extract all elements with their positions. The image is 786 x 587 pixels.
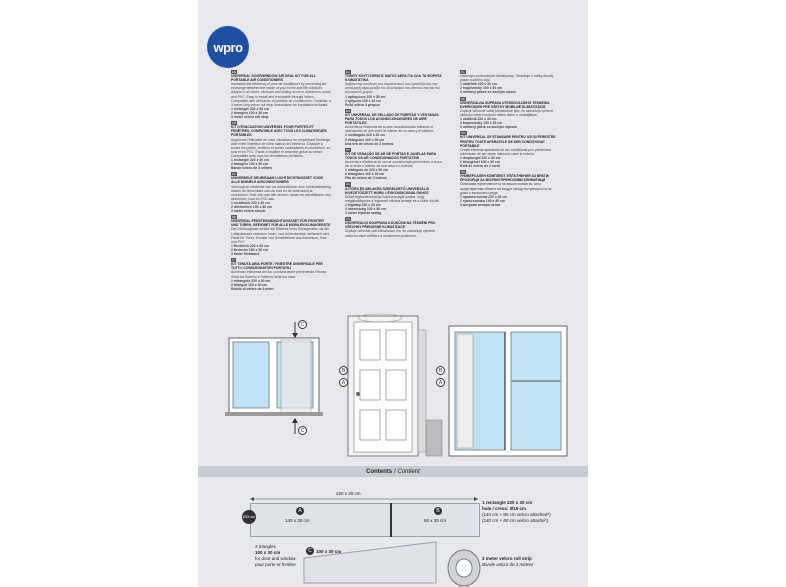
velcro-divider bbox=[390, 503, 392, 537]
section-title: UNIVERSAL DOOR/WINDOW AIR SEAL KIT FOR ALL PORTABLE AIR CONDITIONERS bbox=[231, 74, 316, 83]
velcro-roll bbox=[444, 544, 484, 587]
section-title: KIT UNIVERSAL DE SELLADO DE PUERTAS Y VENTANAS PARA TODOS LOS ACONDICIONADORES DE AIRE PORTÁTILES bbox=[345, 112, 439, 126]
language-tag: PL bbox=[461, 70, 465, 74]
section-title: UNIVERSELE DEUR/RAAM LUCHTDICHTINGSSET VOOR ALLE MOBIELE AIRCONDITIONERS bbox=[231, 176, 323, 185]
contents-item: 1 Rechteck 220 x 30 cm bbox=[231, 243, 269, 248]
section-body: Повишава ефективността на вашия климатик, като предотвратява обмена на въздух между вътрешността на дома и външната среда. bbox=[460, 182, 552, 195]
contents-item: 3 méter tépőzár szalag bbox=[345, 211, 382, 216]
section-title: KIT TENUTA ARIA PORTE / FINESTRE UNIVERSALE PER TUTTI I CONDIZIONATORI PORTATILI bbox=[231, 262, 323, 271]
contents-item: 1 retângulo de 220 x 30 cm bbox=[345, 168, 389, 173]
section-body: Zvyšuje účinnost vaší klimatizace tím, že zabraňuje výměně vzduchu mezi vnitřkem a venkovním prostorem. bbox=[345, 229, 435, 238]
language-tag: EL bbox=[346, 70, 350, 74]
contents-item: 2 triunghiuri 100 x 30 cm bbox=[460, 159, 500, 164]
rect-dimension: 220 x 30 cm bbox=[336, 491, 361, 496]
language-tag: CS bbox=[346, 217, 351, 222]
instructions-column-3 bbox=[460, 70, 560, 209]
rect-dimension-line bbox=[248, 496, 480, 502]
section-title: UNIVERZÁLNÍ SOUPRAVA KOUKŮ/OKNA TĚSNĚNÍ PRO VŠECHNY PŘENOSNÉ KLIMATIZACE bbox=[345, 221, 436, 230]
section-title: KIT DE VEDAÇÃO DE AR DE PORTAS E JANELAS PARA TODOS OS AR CONDICIONADOS PORTÁTEIS bbox=[345, 151, 436, 160]
diagram-letter-b-slide: B bbox=[436, 366, 445, 375]
contents-item: 1 rectángulo 220 x 30 cm bbox=[345, 133, 386, 138]
instruction-section bbox=[231, 172, 331, 213]
wpro-logo: wpro bbox=[207, 26, 249, 68]
velcro-label-1: 3 meter velcro roll strip bbox=[482, 556, 532, 561]
contents-item: 1 правоъгълник 220 x 30 cm bbox=[460, 194, 508, 199]
section-title: KIT UNIVERSAL DE ETANȘARE PENTRU UȘI ȘI FERESTRE PENTRU TOATE APARATELE DE AER CONDIȚIONAT PORTABILE bbox=[460, 135, 556, 148]
language-tag: HU bbox=[346, 182, 351, 187]
triangles-label-2: 100 x 30 cm bbox=[255, 550, 281, 555]
letter-b-badge: B bbox=[434, 507, 442, 515]
language-tag: NL bbox=[232, 172, 236, 177]
section-body: Aumenta l'efficienza del tuo condizionatore prevenendo il flusso d'aria tra l'interno e l'esterno della tua casa. bbox=[231, 270, 327, 279]
contents-title: Contents bbox=[366, 468, 393, 475]
hole-badge: Ø15 cm bbox=[242, 510, 256, 524]
contents-item: 2 háromszög 100 x 30 cm bbox=[345, 207, 386, 211]
rect-description-1: 1 rectangle 220 x 30 cm bbox=[482, 500, 533, 505]
letter-c-badge: C bbox=[306, 547, 314, 555]
diagram-letter-a-slide: A bbox=[436, 378, 445, 387]
instruction-section bbox=[345, 182, 445, 215]
window-diagram bbox=[225, 318, 325, 438]
contents-item: Fita de velcro de 3 metros bbox=[345, 176, 387, 181]
instruction-section bbox=[231, 258, 331, 291]
triangle-dimension: 100 x 30 cm bbox=[316, 549, 342, 554]
section-title: ΤΣΙΜΟΥ ΚΟΥΤΙ ΣΦΡΑΓΙΣ ΜΑΤΟΣ ΑΕΡΑ ΓΙΑ ΟΛΑ ΤΑ ΦΟΡΗΤΑ ΚΛΙΜΑΤΙΣΤΙΚΑ bbox=[345, 74, 442, 83]
language-tag: BG bbox=[461, 170, 466, 175]
language-tag: PT bbox=[346, 147, 350, 152]
triangles-label-4: pour porte et fenêtre bbox=[255, 562, 296, 567]
contents-item: 1 téglalap 220 x 30 cm bbox=[345, 202, 381, 207]
contents-bar: Contents / Contient bbox=[198, 466, 588, 477]
rect-description-2: hole / creux: Ø15 cm bbox=[482, 506, 527, 511]
contents-item: Ρολό velcro 3 μέτρων bbox=[345, 102, 380, 107]
letter-a-badge: A bbox=[296, 507, 304, 515]
contents-item: 1 dreptunghi 220 x 30 cm bbox=[460, 155, 501, 160]
rect-description-4: (140 cm + 80 cm velcro attaché*) bbox=[482, 518, 549, 523]
contents-item: 2 trojúhelníky 100 x 30 cm bbox=[460, 86, 503, 91]
contents-item: 2 τρίγωνα 100 x 30 cm bbox=[345, 98, 382, 103]
contents-item: 1 rechthoek 220 x 30 cm bbox=[231, 200, 271, 205]
section-title: УНИВЕРСАЛЕН КОМПЛЕКТ УПЛЪТНЕНИЯ ЗА ВРАТИ/ПРОЗОРЦИ ЗА ВСИЧКИ ПРЕНОСИМИ КЛИМАТИЦИ bbox=[460, 174, 550, 183]
section-body: Aumenta a eficiência do seu ar condicionado prevenindo a troca de ar entre o interior da sua casa e o exterior. bbox=[345, 159, 442, 169]
section-body: Crește eficiența aparatului de aer condiționat prin prevenirea schimbului de aer dintre interiorul casei și exterior. bbox=[460, 147, 551, 156]
language-tag: ES bbox=[346, 108, 351, 113]
triangles-label-1: 2 triangles bbox=[255, 544, 276, 549]
contents-item: 2 триъгълника 100 x 30 cm bbox=[460, 198, 505, 203]
door-diagram bbox=[340, 310, 450, 460]
instruction-section bbox=[460, 97, 560, 130]
contents-item: 3 Meter Klettband bbox=[231, 252, 260, 257]
section-body: znacznym przenośnych klimatyzacji. Obsahuje 3 metry dlouhý pásek suchého zipu. bbox=[460, 74, 554, 83]
contents-item: 1 rettangolo 220 x 30 cm bbox=[231, 278, 271, 283]
contents-item: 3 meter velcro roll strip bbox=[231, 115, 269, 120]
instruction-section bbox=[345, 217, 445, 237]
contents-item: Una tira de velcro de 3 metros bbox=[345, 141, 394, 146]
rect-description-3: (140 cm + 80 cm velcro attached*) bbox=[482, 512, 551, 517]
sliding-door-diagram bbox=[447, 320, 577, 460]
contents-item: 1 rectangle 220 x 30 cm bbox=[231, 157, 269, 162]
language-tag: IT bbox=[232, 258, 235, 263]
section-title: UNIVERSAL-FENSTERABDICHTUNGSSET FÜR FENSTER UND TÜREN, GEEIGNET FÜR ALLE MOBILEN KLIMAGERÄTE bbox=[231, 219, 331, 228]
instruction-section bbox=[460, 170, 560, 207]
language-tag: RO bbox=[461, 131, 466, 136]
contents-item: Bande velcro de 3 mètres bbox=[231, 166, 273, 171]
instructions-column-1 bbox=[231, 70, 331, 293]
triangle-panel bbox=[300, 538, 440, 587]
contents-item: 3 metrový pásek se suchým zipem bbox=[460, 90, 516, 95]
contents-item: 1 rectangle 220 x 30 cm bbox=[231, 106, 269, 111]
instruction-section bbox=[345, 70, 445, 107]
instruction-section bbox=[345, 148, 445, 181]
triangles-label-3: for door and window bbox=[255, 556, 296, 561]
contents-subtitle: Contient bbox=[397, 468, 420, 475]
diagram-letter-c-bottom: C bbox=[298, 426, 307, 435]
segment-b-dim: 80 x 30 cm bbox=[424, 518, 447, 523]
instructions-column-2 bbox=[345, 70, 445, 240]
contents-item: 2 Dreiecke 100 x 30 cm bbox=[231, 247, 268, 252]
contents-item: Rotolo di velcro da 3 metri bbox=[231, 286, 274, 291]
section-body: Aumenta la eficiencia de su aire acondicionado evitando el intercambio de aire entre el interior de su casa y el exterior. bbox=[345, 125, 434, 134]
contents-item: 2 triángulos 100 x 30 cm bbox=[345, 137, 385, 142]
segment-a-dim: 140 x 30 cm bbox=[285, 518, 310, 523]
section-body: Zvyšuje účinnosť vašej klimatizácie tým, že zabraňuje výmene vzduchu medzi vnútrom vášho domu a vonkajškom. bbox=[460, 108, 554, 117]
contents-item: 1 ορθογώνιο 220 x 30 cm bbox=[345, 94, 386, 99]
contents-item: 1 obdĺžnik 220 x 30 cm bbox=[460, 117, 497, 122]
section-body: Verhoogt de efficiëntie van uw airconditioner door luchtuitwisseling tussen de binnenkant van uw huis en de buitenlucht te voorkomen. Past zich aan alle deuren, ramen en schuifdeuren van aluminium, hout en PVC aan. bbox=[231, 184, 331, 201]
instruction-section bbox=[345, 109, 445, 146]
contents-item: 1 obdélník 220 x 30 cm bbox=[460, 82, 497, 87]
contents-item: 2 triângulos 100 x 30 cm bbox=[345, 172, 385, 177]
instruction-section bbox=[460, 70, 560, 95]
diagram-letter-b-door: B bbox=[339, 366, 348, 375]
section-body: Növeli légkondicionálója hatékonyságát azáltal, hogy megakadályozza a légcserét otthona belseje és a kültér között. bbox=[345, 194, 440, 203]
instruction-section bbox=[231, 70, 331, 119]
diagram-letter-c-top: C bbox=[298, 320, 307, 329]
section-body: Increases the efficiency of your air conditioner by preventing air exchange between the inside of your home and the outdoors. Adapts to all doors, windows and sliding doors in aluminium, wood and PVC. Easy to install and removable through Velcro. Compatible with all brands of portable air conditioners. Contents: a 3 meter long velcro roll strip. Instructions for installation included. bbox=[231, 82, 331, 107]
diagram-letter-a-door: A bbox=[339, 378, 348, 387]
language-tag: SK bbox=[461, 96, 466, 101]
section-title: AJTÓRA ÉS ABLAKRA SZERELHETŐ UNIVERZÁLIS KIVEZETŐSZETT MOBIL LÉGKONDICIONÁLÓKHOZ bbox=[345, 186, 430, 195]
language-tag: EN bbox=[232, 70, 237, 74]
velcro-label-2: Bande velcro de 3 mètres bbox=[482, 562, 534, 567]
contents-item: 3 metrový pásik so suchým zipsom bbox=[460, 125, 517, 130]
contents-item: 2 triangles 100 x 30 cm bbox=[231, 162, 268, 167]
contents-item: 2 triangoli 100 x 30 cm bbox=[231, 282, 268, 287]
contents-item: 2 trojuholníky 100 x 30 cm bbox=[460, 121, 503, 126]
contents-item: 2 driehoeken 100 x 30 cm bbox=[231, 205, 272, 209]
section-body: Αυξάνει την απόδοση του κλιματιστικού σας εμποδίζοντας την ανταλλαγή αέρα μεταξύ του εσωτερικού του σπιτιού σας και του εξωτερικού χώρου. bbox=[345, 82, 441, 95]
instruction-section bbox=[231, 121, 331, 170]
contents-item: Rolă de velcro de 3 metri bbox=[460, 164, 501, 169]
language-tag: DE bbox=[232, 215, 237, 220]
section-title: KIT D'ÉVACUATION UNIVERSEL POUR PORTES ET FENÊTRES, COMPATIBLE AVEC TOUS LES CLIMATISEURS PORTABLES bbox=[231, 125, 327, 138]
contents-item: 2 triangles 100 x 30 cm bbox=[231, 110, 268, 115]
language-tag: FR bbox=[232, 121, 236, 126]
section-body: Augmente l'efficacité de votre climatiseur en empêchant l'échange d'air entre l'intérieur de votre maison et l'extérieur. S'adapte à toutes les portes, fenêtres et portes coulissantes en aluminium, en bois et en PVC. Facile à installer et amovible grâce au velcro. Compatible avec tous les climatiseurs portables. bbox=[231, 137, 331, 158]
contents-item: 3 meter velcro strook bbox=[231, 209, 266, 214]
contents-item: 3 метрова велкро лента bbox=[460, 202, 501, 207]
section-body: Der Dichtungssatz erhöht die Effizienz Ihres Klimagerätes, da der Luftaustausch zwischen Innen- und Außenbereich verhindert wird. Passt für Türen, Fenster und Schiebetüren aus Aluminium, Holz und PVC. bbox=[231, 227, 331, 244]
instruction-section bbox=[460, 131, 560, 168]
instruction-section bbox=[231, 215, 331, 256]
section-title: UNIVERZÁLNA SÚPRAVA UTESŇOVACIEHO TESNENIA DVERÍ/OKIEN PRE VŠETKY MOBILNÉ KLIMATIZÁCIE bbox=[460, 100, 550, 109]
